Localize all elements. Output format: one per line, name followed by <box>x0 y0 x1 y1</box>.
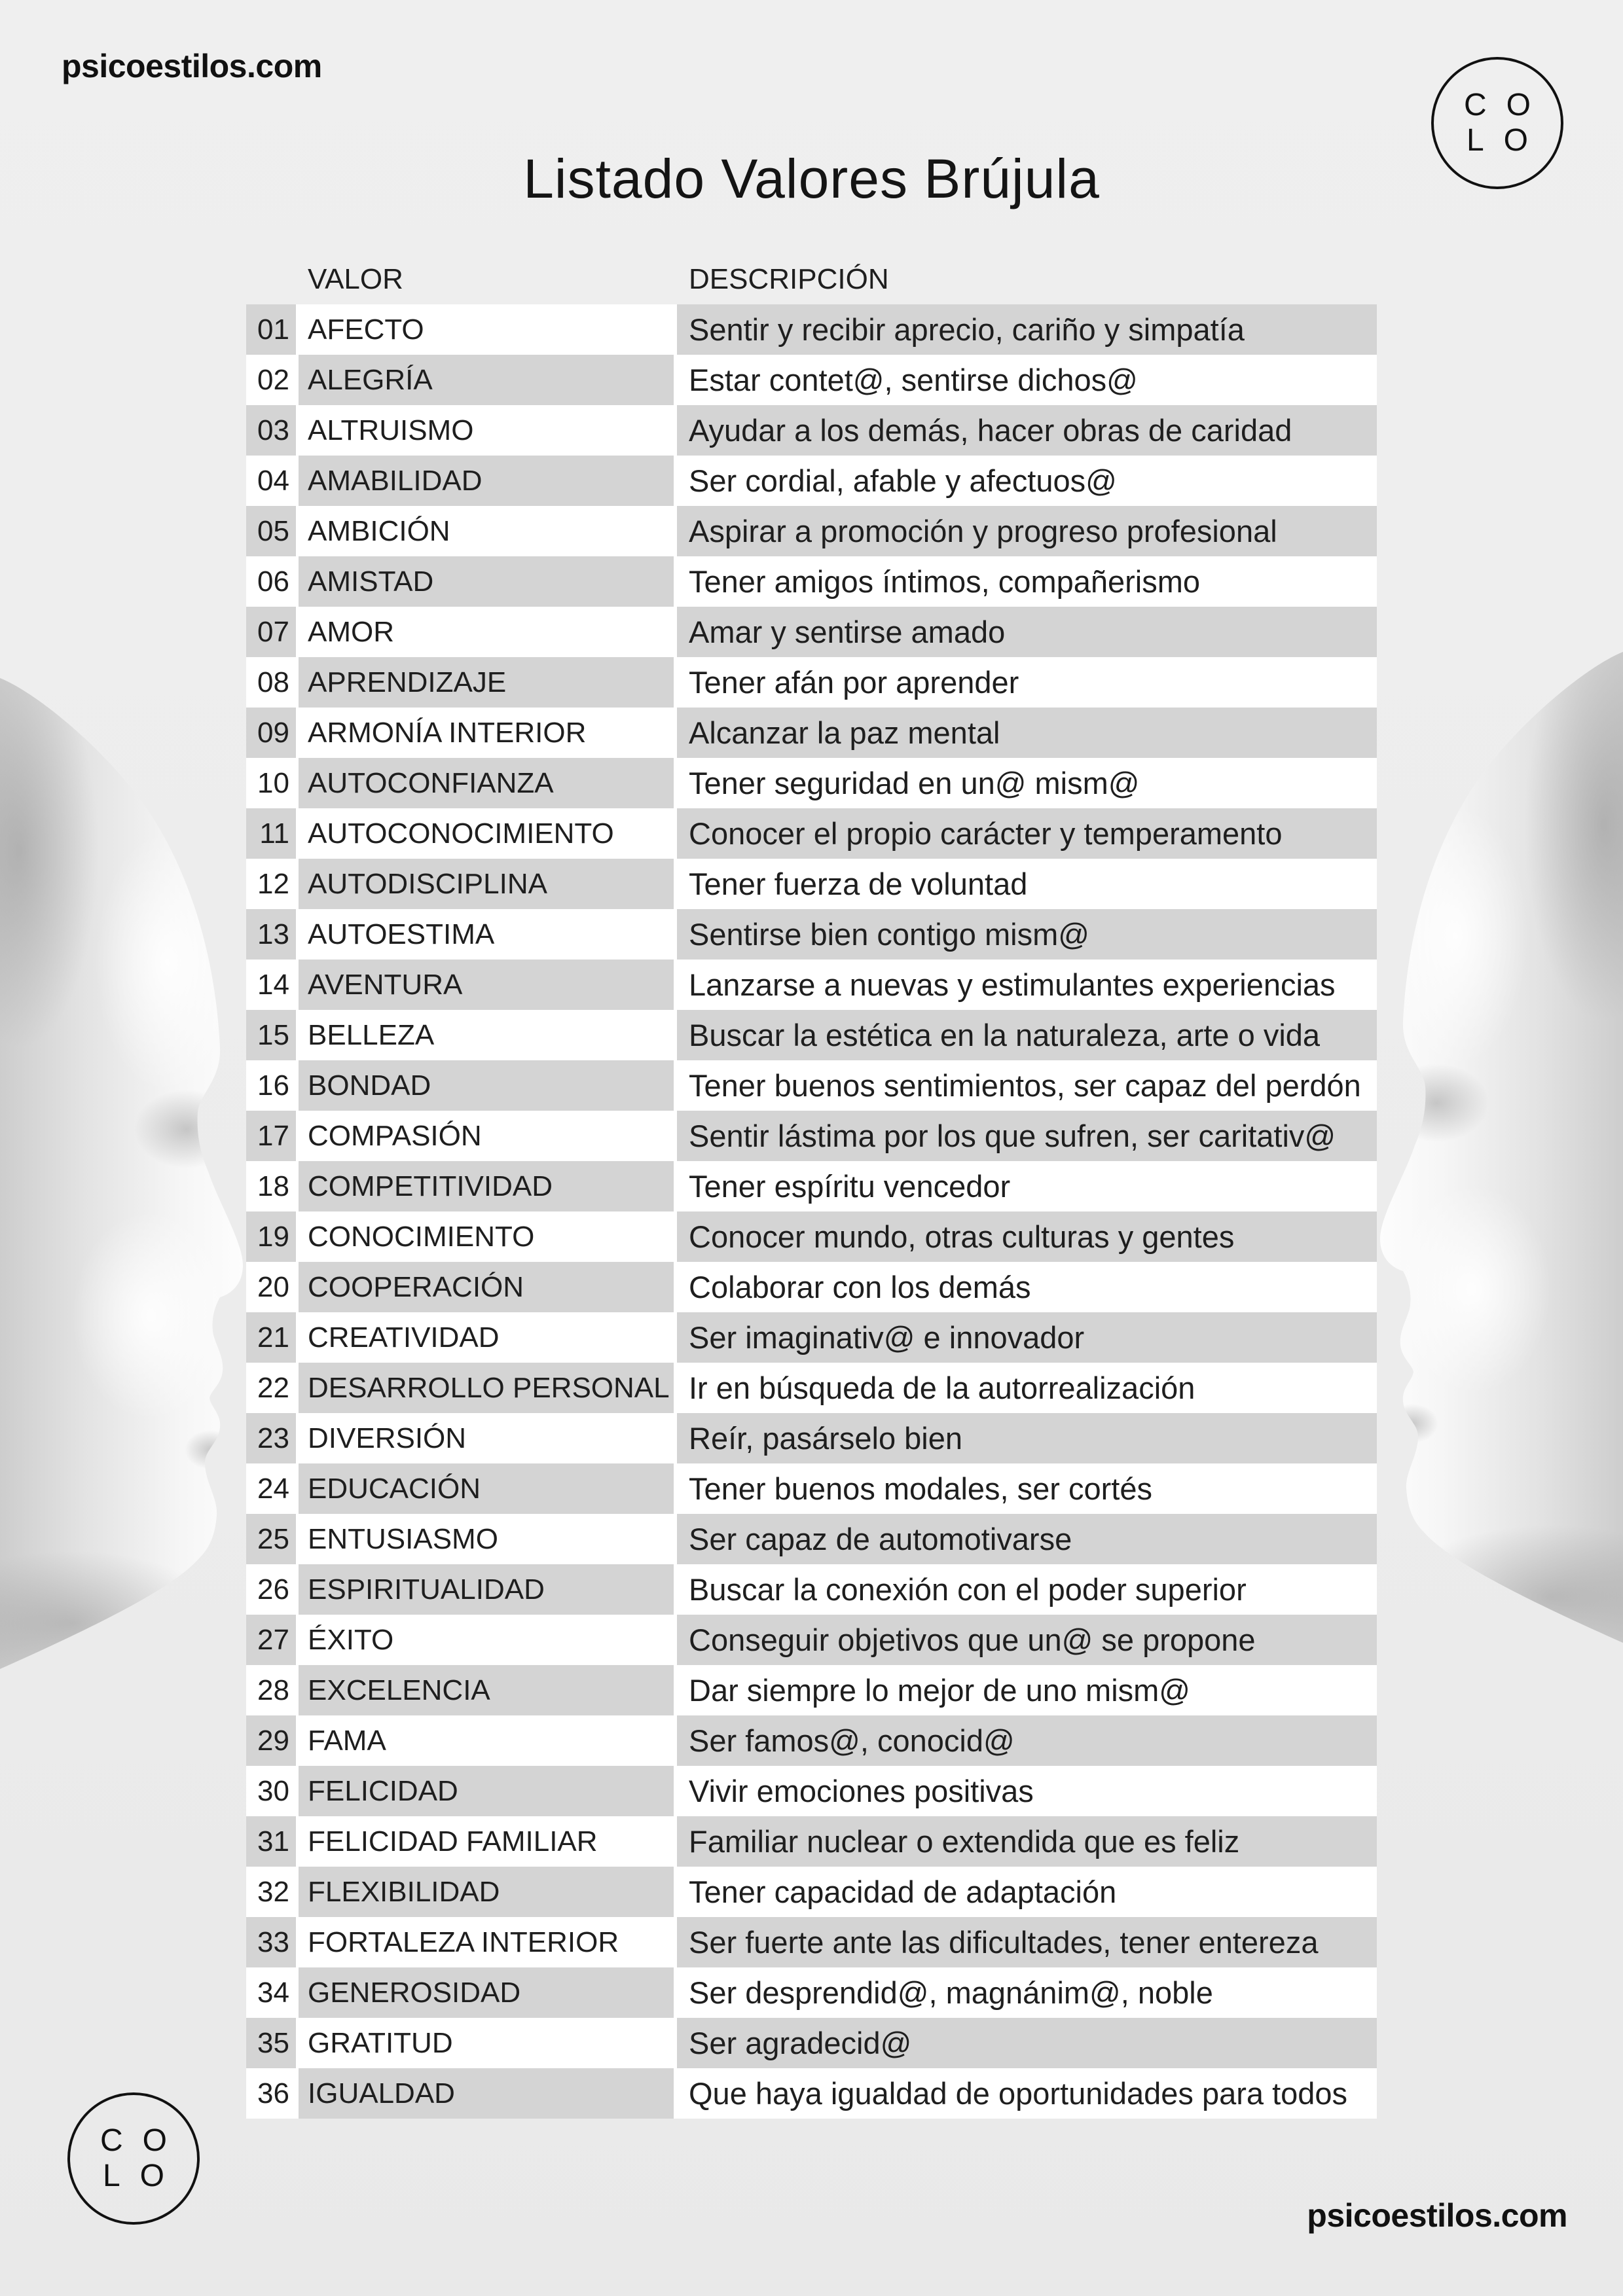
row-number: 35 <box>246 2018 296 2068</box>
row-number: 19 <box>246 1211 296 1262</box>
table-row <box>246 1514 1377 1564</box>
value-name: AVENTURA <box>299 960 674 1010</box>
right-face-image <box>1380 628 1623 1669</box>
row-number: 28 <box>246 1665 296 1715</box>
value-name: COMPETITIVIDAD <box>299 1161 674 1211</box>
logo-line-2: LO <box>102 2159 185 2193</box>
left-face-image <box>0 655 243 1695</box>
value-description: Lanzarse a nuevas y estimulantes experiencias <box>677 960 1377 1010</box>
value-description: Tener seguridad en un@ mism@ <box>677 758 1377 808</box>
value-name: FELICIDAD FAMILIAR <box>299 1816 674 1867</box>
value-description: Tener capacidad de adaptación <box>677 1867 1377 1917</box>
value-name: COMPASIÓN <box>299 1111 674 1161</box>
table-row <box>246 1816 1377 1867</box>
value-name: GENEROSIDAD <box>299 1967 674 2018</box>
table-header <box>246 254 1377 304</box>
value-name: BONDAD <box>299 1060 674 1111</box>
page-title: Listado Valores Brújula <box>523 148 1100 209</box>
value-name: APRENDIZAJE <box>299 657 674 708</box>
value-name: DIVERSIÓN <box>299 1413 674 1463</box>
value-name: FORTALEZA INTERIOR <box>299 1917 674 1967</box>
row-number: 13 <box>246 909 296 960</box>
value-description: Amar y sentirse amado <box>677 607 1377 657</box>
value-name: FLEXIBILIDAD <box>299 1867 674 1917</box>
table-row <box>246 1917 1377 1967</box>
table-row <box>246 1867 1377 1917</box>
table-row <box>246 1413 1377 1463</box>
table-row <box>246 1766 1377 1816</box>
value-name: ÉXITO <box>299 1615 674 1665</box>
value-name: ARMONÍA INTERIOR <box>299 708 674 758</box>
value-name: ALTRUISMO <box>299 405 674 456</box>
value-name: AMABILIDAD <box>299 456 674 506</box>
value-description: Aspirar a promoción y progreso profesional <box>677 506 1377 556</box>
table-row <box>246 1665 1377 1715</box>
value-name: ESPIRITUALIDAD <box>299 1564 674 1615</box>
value-name: AUTOCONOCIMIENTO <box>299 808 674 859</box>
row-number: 23 <box>246 1413 296 1463</box>
values-table <box>246 254 1377 2119</box>
row-number: 16 <box>246 1060 296 1111</box>
value-description: Reír, pasárselo bien <box>677 1413 1377 1463</box>
logo-line-1: CO <box>1464 88 1550 122</box>
table-row <box>246 1363 1377 1413</box>
value-name: CONOCIMIENTO <box>299 1211 674 1262</box>
row-number: 11 <box>246 808 296 859</box>
table-row <box>246 355 1377 405</box>
table-row <box>246 1615 1377 1665</box>
value-description: Tener buenos modales, ser cortés <box>677 1463 1377 1514</box>
row-number: 17 <box>246 1111 296 1161</box>
value-name: AFECTO <box>299 304 674 355</box>
colo-logo-bottom <box>67 2092 200 2225</box>
value-description: Conocer el propio carácter y temperamento <box>677 808 1377 859</box>
value-name: AMOR <box>299 607 674 657</box>
row-number: 32 <box>246 1867 296 1917</box>
value-description: Vivir emociones positivas <box>677 1766 1377 1816</box>
table-row <box>246 1312 1377 1363</box>
value-name: CREATIVIDAD <box>299 1312 674 1363</box>
value-name: DESARROLLO PERSONAL <box>299 1363 674 1413</box>
value-description: Ser capaz de automotivarse <box>677 1514 1377 1564</box>
table-row <box>246 2018 1377 2068</box>
row-number: 05 <box>246 506 296 556</box>
value-description: Ser cordial, afable y afectuos@ <box>677 456 1377 506</box>
value-description: Tener espíritu vencedor <box>677 1161 1377 1211</box>
value-description: Buscar la estética en la naturaleza, arte o vida <box>677 1010 1377 1060</box>
value-description: Estar contet@, sentirse dichos@ <box>677 355 1377 405</box>
row-number: 22 <box>246 1363 296 1413</box>
value-description: Tener amigos íntimos, compañerismo <box>677 556 1377 607</box>
table-row <box>246 2068 1377 2119</box>
value-description: Sentirse bien contigo mism@ <box>677 909 1377 960</box>
row-number: 26 <box>246 1564 296 1615</box>
table-row <box>246 657 1377 708</box>
value-name: AMISTAD <box>299 556 674 607</box>
table-row <box>246 960 1377 1010</box>
value-name: BELLEZA <box>299 1010 674 1060</box>
table-row <box>246 405 1377 456</box>
row-number: 33 <box>246 1917 296 1967</box>
table-row <box>246 607 1377 657</box>
table-row <box>246 456 1377 506</box>
value-description: Ser desprendid@, magnánim@, noble <box>677 1967 1377 2018</box>
value-name: AUTODISCIPLINA <box>299 859 674 909</box>
header-spacer <box>246 254 296 304</box>
logo-line-1: CO <box>100 2123 187 2158</box>
value-name: AUTOCONFIANZA <box>299 758 674 808</box>
value-description: Tener buenos sentimientos, ser capaz del perdón <box>677 1060 1377 1111</box>
table-row <box>246 859 1377 909</box>
value-description: Sentir y recibir aprecio, cariño y simpatía <box>677 304 1377 355</box>
row-number: 01 <box>246 304 296 355</box>
value-description: Familiar nuclear o extendida que es feliz <box>677 1816 1377 1867</box>
table-row <box>246 1211 1377 1262</box>
row-number: 15 <box>246 1010 296 1060</box>
table-row <box>246 1060 1377 1111</box>
row-number: 18 <box>246 1161 296 1211</box>
row-number: 30 <box>246 1766 296 1816</box>
row-number: 20 <box>246 1262 296 1312</box>
table-row <box>246 304 1377 355</box>
value-name: ENTUSIASMO <box>299 1514 674 1564</box>
value-name: IGUALDAD <box>299 2068 674 2119</box>
row-number: 29 <box>246 1715 296 1766</box>
table-row <box>246 1161 1377 1211</box>
row-number: 10 <box>246 758 296 808</box>
value-name: EDUCACIÓN <box>299 1463 674 1514</box>
table-row <box>246 909 1377 960</box>
value-description: Colaborar con los demás <box>677 1262 1377 1312</box>
table-row <box>246 808 1377 859</box>
value-description: Alcanzar la paz mental <box>677 708 1377 758</box>
value-name: AUTOESTIMA <box>299 909 674 960</box>
row-number: 06 <box>246 556 296 607</box>
value-description: Conocer mundo, otras culturas y gentes <box>677 1211 1377 1262</box>
header-valor: VALOR <box>308 263 403 295</box>
value-name: FELICIDAD <box>299 1766 674 1816</box>
site-url-top: psicoestilos.com <box>62 48 322 84</box>
value-description: Conseguir objetivos que un@ se propone <box>677 1615 1377 1665</box>
value-description: Ayudar a los demás, hacer obras de caridad <box>677 405 1377 456</box>
value-description: Buscar la conexión con el poder superior <box>677 1564 1377 1615</box>
row-number: 27 <box>246 1615 296 1665</box>
value-name: EXCELENCIA <box>299 1665 674 1715</box>
row-number: 07 <box>246 607 296 657</box>
value-name: AMBICIÓN <box>299 506 674 556</box>
value-name: ALEGRÍA <box>299 355 674 405</box>
value-name: COOPERACIÓN <box>299 1262 674 1312</box>
table-row <box>246 1715 1377 1766</box>
value-description: Ser imaginativ@ e innovador <box>677 1312 1377 1363</box>
table-body <box>246 304 1377 2119</box>
row-number: 08 <box>246 657 296 708</box>
row-number: 03 <box>246 405 296 456</box>
value-description: Tener fuerza de voluntad <box>677 859 1377 909</box>
header-descripcion: DESCRIPCIÓN <box>689 263 889 295</box>
row-number: 09 <box>246 708 296 758</box>
value-description: Ser famos@, conocid@ <box>677 1715 1377 1766</box>
table-row <box>246 1564 1377 1615</box>
value-description: Dar siempre lo mejor de uno mism@ <box>677 1665 1377 1715</box>
row-number: 31 <box>246 1816 296 1867</box>
value-description: Ir en búsqueda de la autorrealización <box>677 1363 1377 1413</box>
row-number: 12 <box>246 859 296 909</box>
row-number: 02 <box>246 355 296 405</box>
value-name: GRATITUD <box>299 2018 674 2068</box>
value-description: Tener afán por aprender <box>677 657 1377 708</box>
row-number: 14 <box>246 960 296 1010</box>
table-row <box>246 556 1377 607</box>
table-row <box>246 1010 1377 1060</box>
row-number: 36 <box>246 2068 296 2119</box>
value-name: FAMA <box>299 1715 674 1766</box>
table-row <box>246 506 1377 556</box>
table-row <box>246 1262 1377 1312</box>
value-description: Sentir lástima por los que sufren, ser caritativ@ <box>677 1111 1377 1161</box>
table-row <box>246 708 1377 758</box>
row-number: 34 <box>246 1967 296 2018</box>
row-number: 24 <box>246 1463 296 1514</box>
value-description: Ser agradecid@ <box>677 2018 1377 2068</box>
value-description: Ser fuerte ante las dificultades, tener entereza <box>677 1917 1377 1967</box>
value-description: Que haya igualdad de oportunidades para todos <box>677 2068 1377 2119</box>
logo-line-2: LO <box>1466 123 1548 158</box>
row-number: 25 <box>246 1514 296 1564</box>
table-row <box>246 758 1377 808</box>
row-number: 21 <box>246 1312 296 1363</box>
table-row <box>246 1111 1377 1161</box>
table-row <box>246 1463 1377 1514</box>
table-row <box>246 1967 1377 2018</box>
site-url-bottom: psicoestilos.com <box>1307 2197 1567 2234</box>
row-number: 04 <box>246 456 296 506</box>
